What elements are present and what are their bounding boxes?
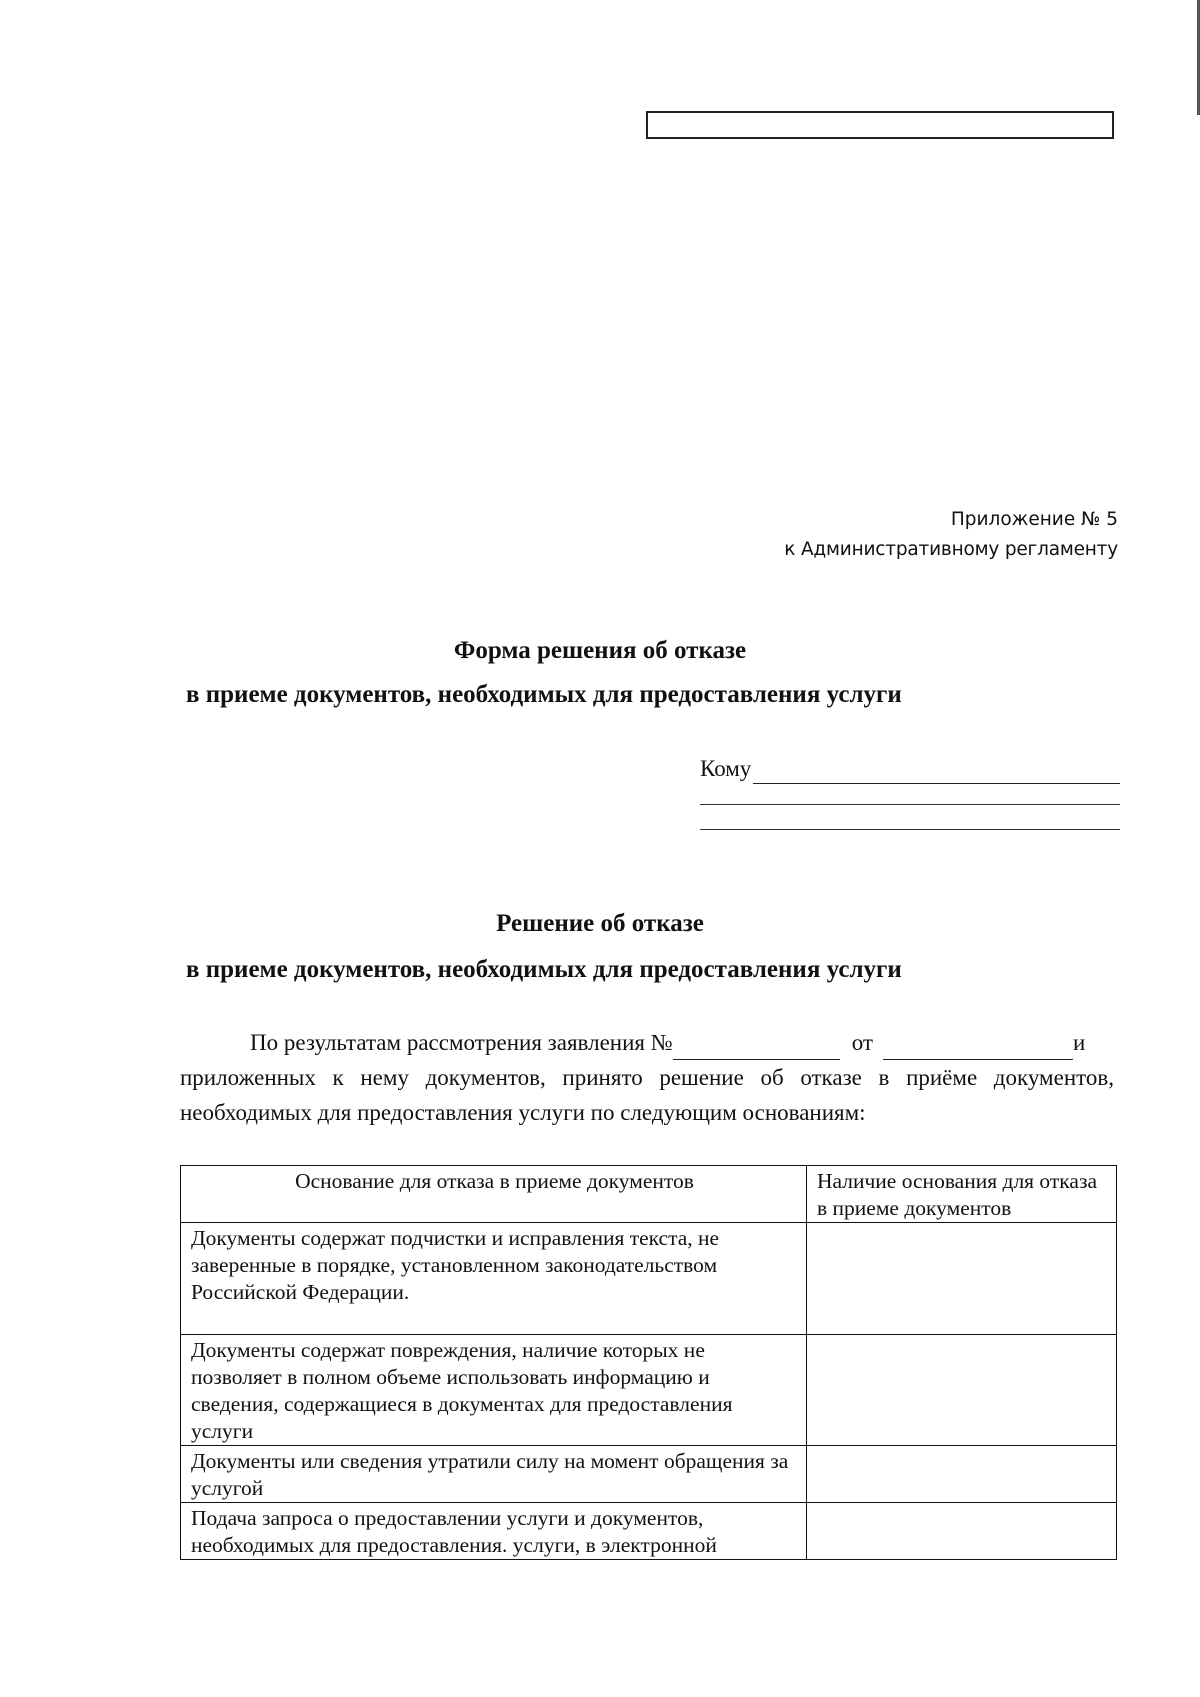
appendix-number: Приложение № 5 bbox=[950, 509, 1118, 530]
decision-title-line1: Решение об отказе bbox=[496, 910, 704, 937]
reason-cell: Подача запроса о предоставлении услуги и документов, необходимых для предоставления. услуги, в электронной bbox=[181, 1503, 807, 1560]
recipient-field-line3[interactable] bbox=[700, 829, 1120, 830]
table-row bbox=[181, 1335, 1117, 1446]
recipient-block bbox=[700, 750, 1120, 784]
paragraph-line1 bbox=[180, 1025, 1114, 1060]
decision-paragraph bbox=[180, 1025, 1114, 1130]
paragraph-line2: приложенных к нему документов, принято решение об отказе в приёме документов, bbox=[180, 1065, 1114, 1090]
recipient-field-line2[interactable] bbox=[700, 804, 1120, 805]
reason-cell: Документы содержат повреждения, наличие которых не позволяет в полном объеме использовать информацию и сведения, содержащиеся в документах для предоставления услуги bbox=[181, 1335, 807, 1446]
table-row bbox=[181, 1503, 1117, 1560]
paragraph-line3: необходимых для предоставления услуги по следующим основаниям: bbox=[180, 1100, 866, 1125]
reason-cell: Документы или сведения утратили силу на момент обращения за услугой bbox=[181, 1446, 807, 1503]
refusal-reasons-table bbox=[180, 1165, 1117, 1560]
registration-stamp-box bbox=[646, 111, 1114, 139]
decision-title-line2: в приеме документов, необходимых для предоставления услуги bbox=[186, 956, 902, 983]
presence-cell[interactable] bbox=[807, 1503, 1117, 1560]
table-row bbox=[181, 1446, 1117, 1503]
presence-cell[interactable] bbox=[807, 1446, 1117, 1503]
reason-cell: Документы содержат подчистки и исправления текста, не заверенные в порядке, установленном законодательством Российской Федерации. bbox=[181, 1223, 807, 1335]
presence-cell[interactable] bbox=[807, 1223, 1117, 1335]
paragraph-text-start: По результатам рассмотрения заявления № bbox=[250, 1030, 673, 1055]
recipient-label: Кому bbox=[700, 756, 752, 781]
appendix-reference: к Административному регламенту bbox=[784, 539, 1118, 560]
header-reason: Основание для отказа в приеме документов bbox=[181, 1166, 807, 1223]
table-header-row bbox=[181, 1166, 1117, 1223]
paragraph-text-from: от bbox=[851, 1030, 873, 1055]
recipient-field[interactable] bbox=[753, 759, 1120, 784]
presence-cell[interactable] bbox=[807, 1335, 1117, 1446]
paragraph-text-and: и bbox=[1072, 1030, 1086, 1055]
form-title-line2: в приеме документов, необходимых для предоставления услуги bbox=[186, 681, 902, 708]
application-date-field[interactable] bbox=[883, 1037, 1073, 1060]
header-presence: Наличие основания для отказа в приеме документов bbox=[807, 1166, 1117, 1223]
table-row bbox=[181, 1223, 1117, 1335]
application-number-field[interactable] bbox=[673, 1037, 840, 1060]
appendix-note bbox=[784, 505, 1118, 565]
form-title-line1: Форма решения об отказе bbox=[453, 637, 747, 664]
